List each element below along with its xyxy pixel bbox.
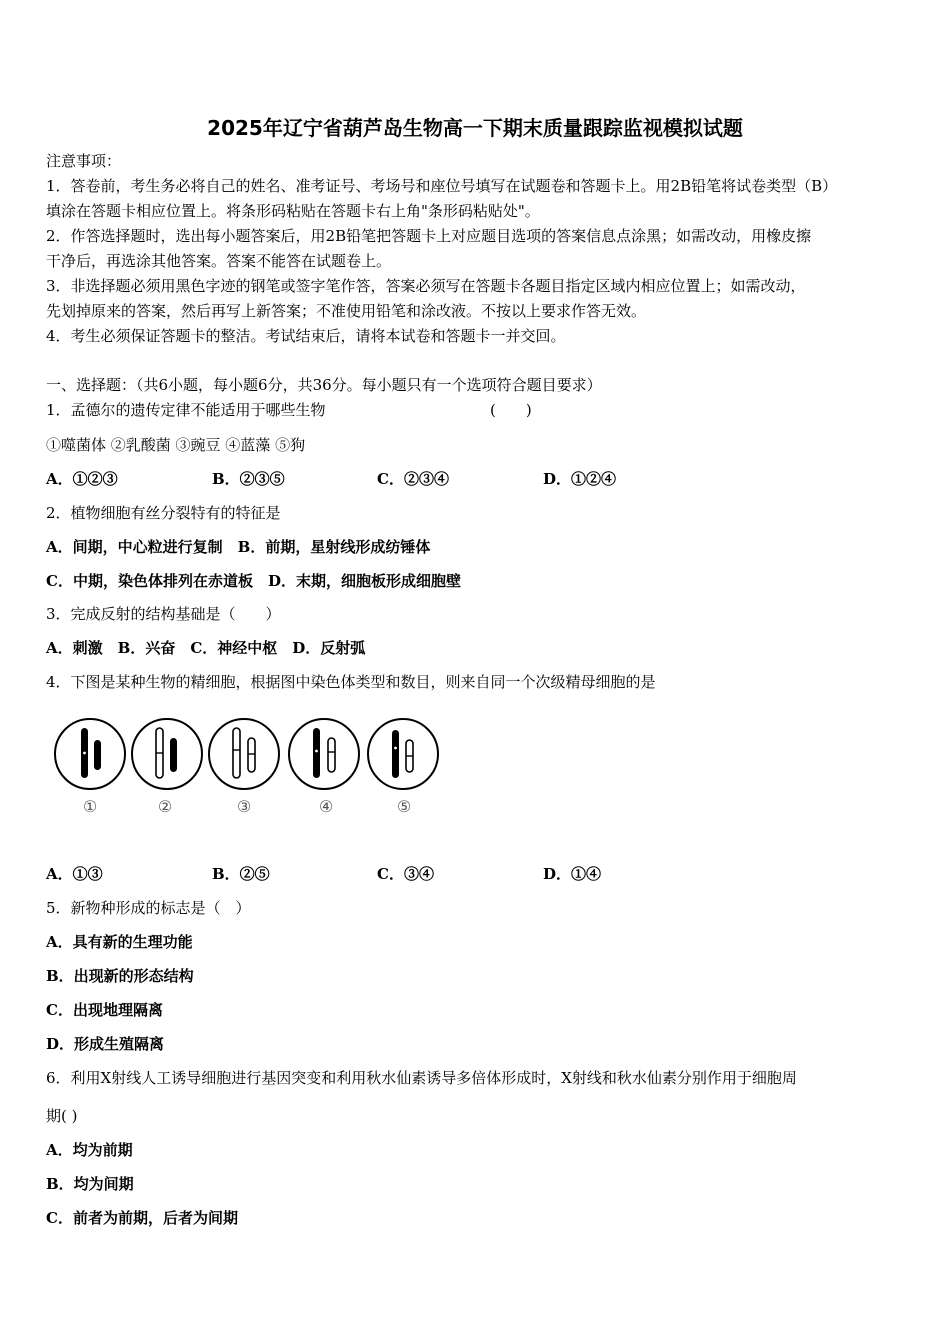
q5-option-d: D．形成生殖隔离 [46, 1035, 165, 1053]
q4-option-b: B．②⑤ [212, 865, 270, 883]
q6-stem-line-2: 期( ) [46, 1107, 78, 1125]
cell-label-4: ④ [318, 797, 334, 816]
notice-item-1-line-2: 填涂在答题卡相应位置上。将条形码粘贴在答题卡右上角"条形码粘贴处"。 [46, 202, 540, 220]
q1-organisms: ①噬菌体 ②乳酸菌 ③豌豆 ④蓝藻 ⑤狗 [46, 436, 306, 454]
q5-option-b: B．出现新的形态结构 [46, 967, 194, 985]
q5-stem: 5．新物种形成的标志是（ ） [46, 899, 251, 917]
exam-title: 2025年辽宁省葫芦岛生物高一下期末质量跟踪监视模拟试题 [207, 116, 743, 140]
q4-stem: 4．下图是某种生物的精细胞，根据图中染色体类型和数目，则来自同一个次级精母细胞的是 [46, 673, 656, 691]
q5-option-c: C．出现地理隔离 [46, 1001, 163, 1019]
notice-item-4: 4．考生必须保证答题卡的整洁。考试结束后，请将本试卷和答题卡一并交回。 [46, 327, 566, 345]
q4-option-c: C．③④ [377, 865, 434, 883]
cell-label-1: ① [82, 797, 98, 816]
q5-option-a: A．具有新的生理功能 [46, 933, 193, 951]
sperm-cells-diagram [52, 714, 452, 824]
cell-3 [209, 719, 279, 789]
q1-stem: 1．孟德尔的遗传定律不能适用于哪些生物 [46, 401, 326, 419]
q1-option-d: D．①②④ [543, 470, 617, 488]
q4-option-d: D．①④ [543, 865, 602, 883]
q6-option-c: C．前者为前期，后者为间期 [46, 1209, 238, 1227]
cell-label-2: ② [157, 797, 173, 816]
notice-heading: 注意事项： [46, 152, 122, 170]
q2-stem: 2．植物细胞有丝分裂特有的特征是 [46, 504, 281, 522]
q1-option-c: C．②③④ [377, 470, 449, 488]
q4-option-a: A．①③ [46, 865, 103, 883]
notice-item-3-line-1: 3．非选择题必须用黑色字迹的钢笔或签字笔作答，答案必须写在答题卡各题目指定区域内相应位置上；如需改动， [46, 277, 806, 295]
cell-5 [368, 719, 438, 789]
notice-item-2-line-1: 2．作答选择题时，选出每小题答案后，用2B铅笔把答题卡上对应题目选项的答案信息点涂黑；如需改动，用橡皮擦 [46, 227, 812, 245]
section-heading: 一、选择题：（共6小题，每小题6分，共36分。每小题只有一个选项符合题目要求） [46, 376, 602, 394]
q1-option-a: A．①②③ [46, 470, 118, 488]
q6-option-b: B．均为间期 [46, 1175, 134, 1193]
cell-label-5: ⑤ [396, 797, 412, 816]
q3-options: A．刺激 B．兴奋 C．神经中枢 D．反射弧 [46, 639, 366, 657]
q2-options-ab: A．间期，中心粒进行复制 B．前期，星射线形成纺锤体 [46, 538, 431, 556]
q6-stem-line-1: 6．利用X射线人工诱导细胞进行基因突变和利用秋水仙素诱导多倍体形成时，X射线和秋水仙素分别作用于细胞周 [46, 1069, 797, 1087]
notice-item-1-line-1: 1．答卷前，考生务必将自己的姓名、准考证号、考场号和座位号填写在试题卷和答题卡上。用2B铅笔将试卷类型（B） [46, 177, 838, 195]
q2-options-cd: C．中期，染色体排列在赤道板 D．末期，细胞板形成细胞壁 [46, 572, 461, 590]
notice-item-2-line-2: 干净后，再选涂其他答案。答案不能答在试题卷上。 [46, 252, 392, 270]
notice-item-3-line-2: 先划掉原来的答案，然后再写上新答案；不准使用铅笔和涂改液。不按以上要求作答无效。 [46, 302, 647, 320]
cell-label-3: ③ [236, 797, 252, 816]
q1-option-b: B．②③⑤ [212, 470, 285, 488]
cell-4 [289, 719, 359, 789]
q6-option-a: A．均为前期 [46, 1141, 133, 1159]
cell-2 [132, 719, 202, 789]
q3-stem: 3．完成反射的结构基础是（ ） [46, 605, 281, 623]
q1-blank: ( ) [490, 401, 532, 419]
cell-1 [55, 719, 125, 789]
